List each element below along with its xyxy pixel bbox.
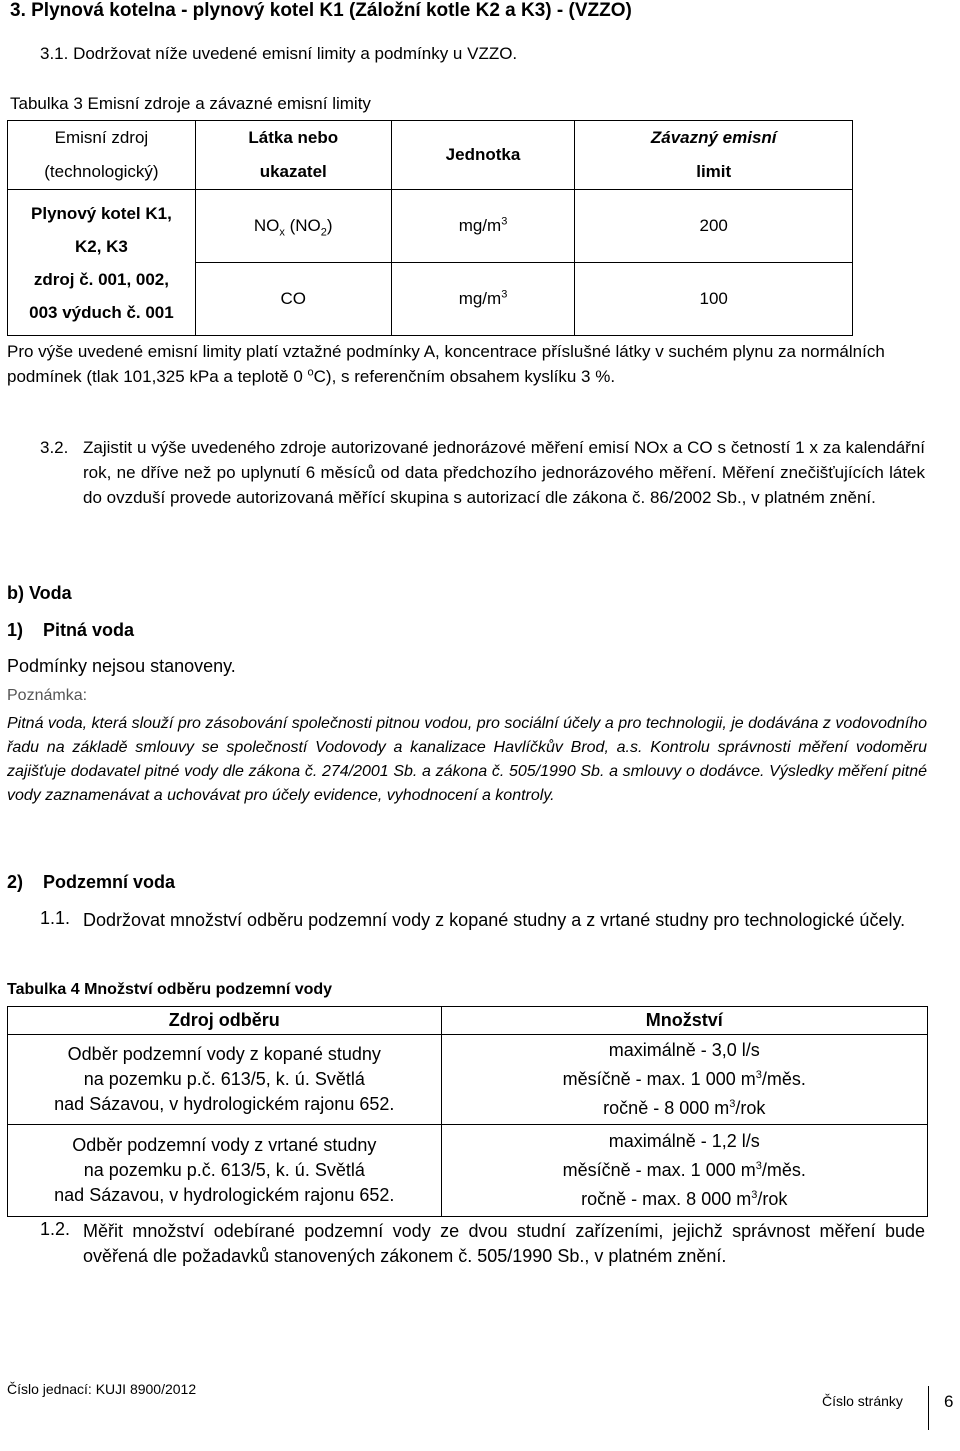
substance-co: CO (195, 263, 391, 336)
table4-caption: Tabulka 4 Množství odběru podzemní vody (7, 981, 333, 998)
item-1-1-text: Dodržovat množství odběru podzemní vody z kopané studny a z vrtané studny pro technologické účely. (83, 910, 906, 930)
footer-divider (928, 1386, 929, 1430)
amount-dug-well: maximálně - 3,0 l/s měsíčně - max. 1 000 $m^3$/měs. ročně - 8 000 $m^3$/rok (441, 1035, 927, 1125)
table3-header-row (8, 121, 853, 190)
limit-nox: 200 (575, 190, 853, 263)
subsection-3-1: 3.1. Dodržovat níže uvedené emisní limity a podmínky u VZZO. (40, 44, 518, 63)
table3-caption: Tabulka 3 Emisní zdroje a závazné emisní limity (10, 94, 371, 113)
footer-page-label: Číslo stránky (822, 1393, 903, 1409)
drinking-water-heading: 1) Pitná voda (7, 620, 135, 640)
emission-limits-table (7, 120, 853, 336)
drinking-water-text: Podmínky nejsou stanoveny. (7, 656, 236, 676)
table4-row-dug-well (8, 1035, 928, 1125)
groundwater-table (7, 1006, 928, 1217)
item-3-2-number: 3.2. (40, 438, 69, 457)
source-dug-well: Odběr podzemní vody z kopané studny na pozemku p.č. 613/5, k. ú. Světlá nad Sázavou, v hydrologickém rajonu 652. (8, 1035, 442, 1125)
reference-conditions-note: Pro výše uvedené emisní limity platí vztažné podmínky A, koncentrace příslušné látky v suchém plynu za normálních podmínek (tlak 101,325 kPa a teplotě 0 $^o$C), s referenčním obsahem kyslíku 3 %. (7, 342, 885, 386)
section-heading: 3. Plynová kotelna - plynový kotel K1 (Záložní kotle K2 a K3) - (VZZO) (10, 0, 632, 21)
groundwater-heading: 2) Podzemní voda (7, 872, 176, 892)
limit-co: 100 (575, 263, 853, 336)
th-source: Emisní zdroj (technologický) (8, 121, 196, 190)
th-substance: Látka nebo ukazatel (195, 121, 391, 190)
source-drilled-well: Odběr podzemní vody z vrtané studny na pozemku p.č. 613/5, k. ú. Světlá nad Sázavou, v hydrologickém rajonu 652. (8, 1125, 442, 1217)
note-label: Poznámka: (7, 687, 88, 704)
note-text: Pitná voda, která slouží pro zásobování společnosti pitnou vodou, pro sociální účely a pro technologii, je dodávána z vodovodního řadu na základě smlouvy se společností Vodovody a kanalizace Havlíčkův Brod, a.s. Kontrolu správnosti měření vodoměru zajišťuje dodavatel pitné vody dle zákona č. 274/2001 Sb. a zákona č. 505/1990 Sb. a smlouvy o dodávce. Výsledky měření pitné vody zaznamenávat a uchovávat pro účely evidence, vyhodnocení a kontroly. (7, 715, 927, 804)
table4-row-drilled-well (8, 1125, 928, 1217)
item-1-2-text: Měřit množství odebírané podzemní vody ze dvou studní zařízeními, jejichž správnost měření bude ověřená dle požadavků stanovených zákonem č. 505/1990 Sb., v platném znění. (83, 1221, 925, 1266)
substance-nox: $NO_x$ $(NO_2)$ (195, 190, 391, 263)
th-unit: Jednotka (391, 121, 575, 190)
th-amount: Množství (441, 1007, 927, 1035)
th-limit: Závazný emisní limit (575, 121, 853, 190)
unit-nox: $mg/m^3$ (391, 190, 575, 263)
footer-reference: Číslo jednací: KUJI 8900/2012 (7, 1381, 197, 1397)
item-3-2-text: Zajistit u výše uvedeného zdroje autorizované jednorázové měření emisí NOx a CO s četností 1 x za kalendářní rok, ne dříve než po uplynutí 6 měsíců od data předchozího jednorázového měření. Měření znečišťujících látek do ovzduší provede autorizovaná měřící skupina s autorizací dle zákona č. 86/2002 Sb., v platném znění. (83, 438, 925, 507)
table4-header-row (8, 1007, 928, 1035)
unit-co: $mg/m^3$ (391, 263, 575, 336)
footer-page-number: 6 (944, 1392, 954, 1411)
th-source: Zdroj odběru (8, 1007, 442, 1035)
item-1-1-number: 1.1. (40, 908, 71, 928)
source-cell: Plynový kotel K1, K2, K3 zdroj č. 001, 002, 003 výduch č. 001 (8, 190, 196, 336)
water-heading: b) Voda (7, 583, 72, 603)
item-1-2-number: 1.2. (40, 1219, 71, 1239)
amount-drilled-well: maximálně - 1,2 l/s měsíčně - max. 1 000 $m^3$/měs. ročně - max. 8 000 $m^3$/rok (441, 1125, 927, 1217)
table3-row-nox (8, 190, 853, 263)
